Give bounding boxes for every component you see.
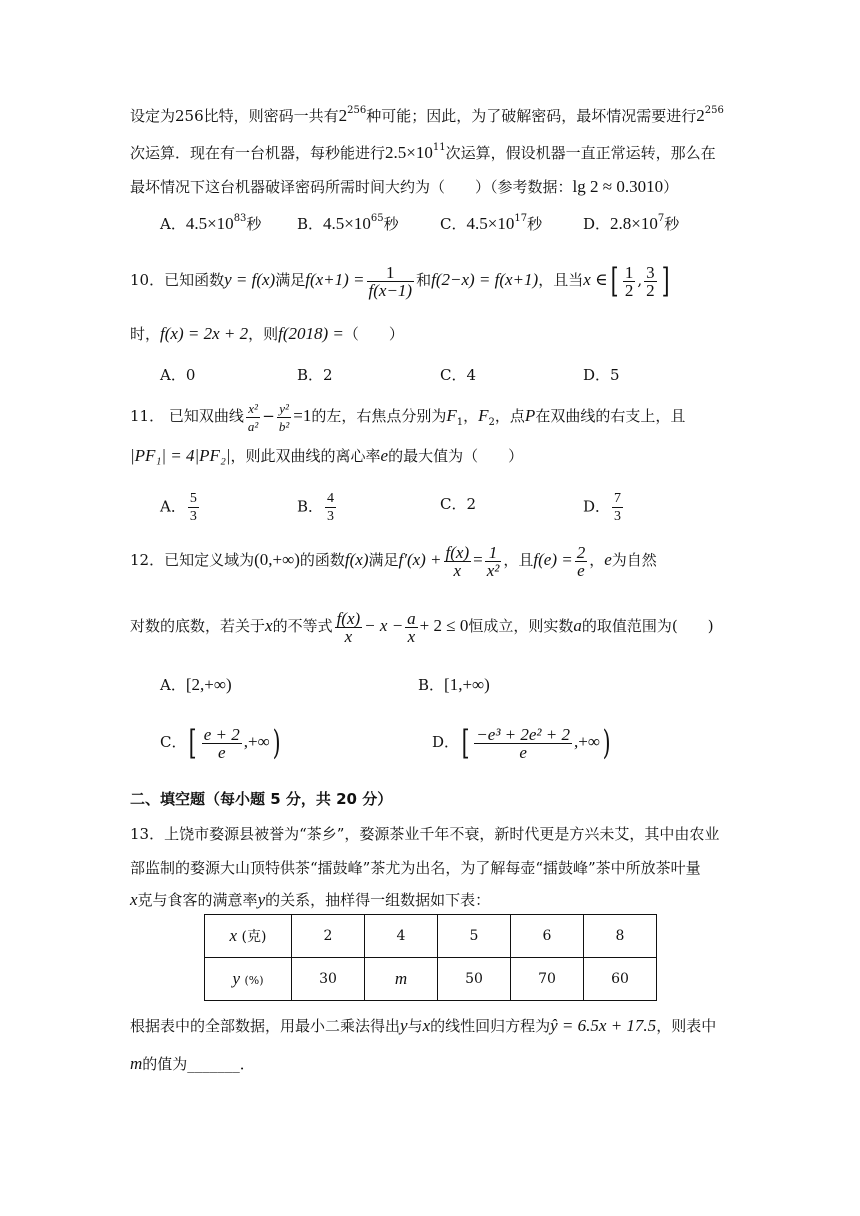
p12-option-c: C．[ $\frac{e + 2}{e}$ ,+∞) (160, 723, 281, 763)
p13-line2: 部监制的婺源大山顶特供茶“擂鼓峰”茶尤为出名，为了解每壶“擂鼓峰”茶中所放茶叶量 (130, 859, 701, 877)
p10-line2: 时，f(x) = 2x + 2，则f(2018) =（ ） (130, 324, 404, 343)
table-cell: 6 (511, 915, 584, 958)
p10-option-d: D．5 (583, 366, 620, 384)
p12-line2: 对数的底数，若关于x的不等式 $\frac{f(x)}{x}$ − x − $\frac{a}{x}$ + 2 ≤ 0恒成立，则实数a的取值范围为( ) (130, 608, 714, 646)
text: 种可能；因此，为了破解密码，最坏情况需要进行 (366, 107, 697, 125)
text: 设定为256比特，则密码一共有 (130, 107, 339, 125)
math: 2 (338, 106, 348, 125)
p9-line1 (130, 104, 724, 128)
table-cell: 60 (584, 958, 657, 1001)
p13-line1: 13．上饶市婺源县被誉为“茶乡”，婺源茶业千年不衰，新时代更是方兴未艾，其中由农业 (130, 825, 720, 843)
p10-option-b: B．2 (297, 366, 333, 384)
p10-line1: 10．已知函数y = f(x)满足f(x+1) = $\frac{1}{f(x-1)}$ 和f(2−x) = f(x+1)，且当x ∈[ $\frac{1}{2}$ , $\frac{3}{2}$ ] (130, 261, 670, 301)
table-cell: 5 (438, 915, 511, 958)
p11-option-c: C．2 (440, 495, 477, 513)
table-cell: 50 (438, 958, 511, 1001)
p9-option-a: A．$4.5\times 10^{83}$秒 (160, 213, 262, 233)
p9-option-d: D．$2.8\times 10^7$秒 (583, 213, 680, 233)
table-header-x: x (克) (205, 915, 292, 958)
p9-line2 (130, 141, 716, 165)
p11-option-b: B． $\frac{4}{3}$ (297, 491, 335, 524)
p12-option-d: D．[ $\frac{\text{−e³ + 2e² + 2}}{e}$ ,+∞) (432, 723, 611, 763)
table-cell: 30 (292, 958, 365, 1001)
p9-option-c: C．$4.5\times 10^{17}$秒 (440, 213, 543, 233)
text: 次运算，假设机器一直正常运转，那么在 (445, 144, 716, 162)
table-cell: 2 (292, 915, 365, 958)
table-cell: 70 (511, 958, 584, 1001)
text: 最坏情况下这台机器破译密码所需时间大约为（ ）（参考数据： (130, 178, 573, 196)
exponent: 256 (347, 105, 367, 116)
p11-option-a: A． $\frac{5}{3}$ (160, 491, 197, 524)
p10-option-a: A．0 (160, 366, 196, 384)
p9-line3 (130, 175, 678, 199)
table-header-y: y (%) (205, 958, 292, 1001)
p13-line5: m的值为_______． (130, 1054, 255, 1073)
p13-line4: 根据表中的全部数据，用最小二乘法得出y与x的线性回归方程为ŷ = 6.5x + 17.5，则表中 (130, 1016, 717, 1035)
p10-option-c: C．4 (440, 366, 477, 384)
p12-option-a: A．[2,+∞) (160, 675, 232, 694)
math: 2 (696, 106, 705, 125)
table-cell: 4 (365, 915, 438, 958)
p11-option-d: D． $\frac{7}{3}$ (583, 491, 622, 524)
table-cell: m (365, 958, 438, 1001)
p12-option-b: B．[1,+∞) (418, 675, 490, 694)
exponent: 11 (432, 142, 446, 153)
table-cell: 8 (584, 915, 657, 958)
text: ） (663, 178, 679, 196)
table-row (205, 915, 657, 958)
data-table (204, 914, 657, 1001)
p11-line1: 11． 已知双曲线 $\frac{\text{x²}}{\text{a²}}$ − $\frac{\text{y²}}{\text{b²}}$ =1的左，右焦点分别为$F_1$，$F_2$，点P在双曲线的右支上，且 (130, 400, 686, 434)
text: 次运算．现在有一台机器，每秒能进行 (130, 144, 386, 162)
p11-line2: |PF₁| = 4|PF₂|，则此双曲线的离心率e的最大值为（ ） (130, 446, 524, 465)
p13-line3: x克与食客的满意率y的关系，抽样得一组数据如下表： (130, 890, 491, 909)
table-row (205, 958, 657, 1001)
p9-option-b: B．$4.5\times 10^{65}$秒 (297, 213, 399, 233)
exponent: 256 (704, 105, 724, 116)
section-title: 二、填空题（每小题 5 分，共 20 分） (130, 790, 393, 808)
math: 2.5×10 (385, 143, 433, 162)
p12-line1: 12．已知定义域为(0,+∞)的函数f(x)满足f′(x) + $\frac{f(x)}{x}$ = $\frac{1}{\text{x²}}$ ，且f(e) = $\frac{2}{e}$ ，e为自然 (130, 542, 657, 580)
math: lg 2 ≈ 0.3010 (572, 177, 664, 196)
